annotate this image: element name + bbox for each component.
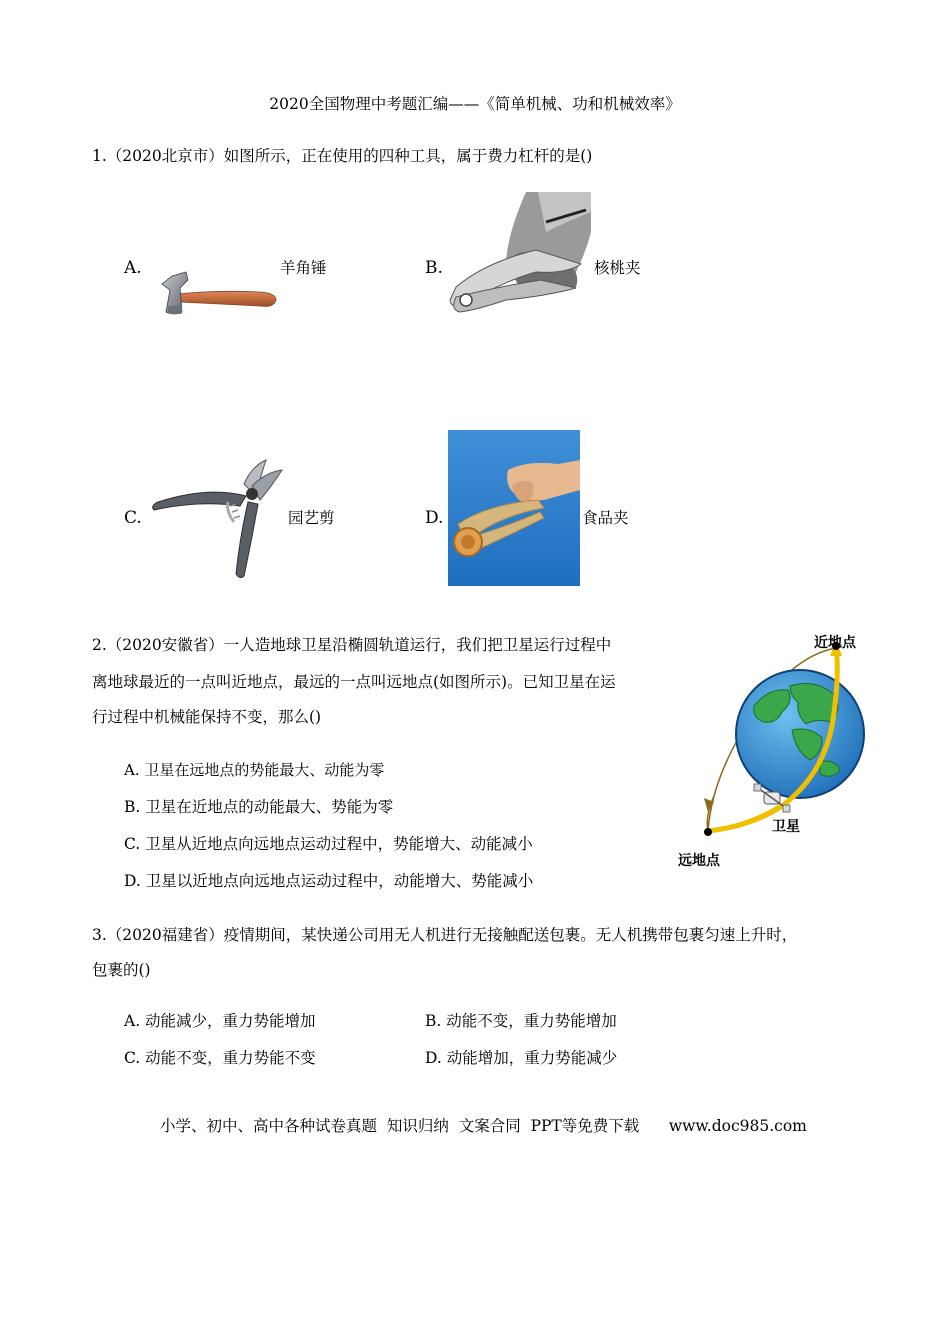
q1-option-a-letter: A. xyxy=(124,258,142,278)
q2-stem-line-1: 2.（2020安徽省）一人造地球卫星沿椭圆轨道运行，我们把卫星运行过程中 xyxy=(92,636,612,654)
q1-option-b-label: 核桃夹 xyxy=(594,259,641,277)
q2-option-b: B. 卫星在近地点的动能最大、势能为零 xyxy=(124,798,394,816)
q3-option-d: D. 动能增加，重力势能减少 xyxy=(425,1049,618,1067)
hammer-icon xyxy=(150,268,278,322)
q2-option-c: C. 卫星从近地点向远地点运动过程中，势能增大、动能减小 xyxy=(124,835,533,853)
q2-stem-line-2: 离地球最近的一点叫近地点，最远的一点叫远地点(如图所示)。已知卫星在运 xyxy=(92,673,616,691)
q1-option-c-letter: C. xyxy=(124,508,142,528)
pruning-shears-icon xyxy=(148,456,288,582)
q1-option-d-letter: D. xyxy=(425,508,444,528)
q2-stem-line-3: 行过程中机械能保持不变，那么() xyxy=(92,708,322,726)
q1-option-a-label: 羊角锤 xyxy=(280,259,327,277)
q3-option-a: A. 动能减少，重力势能增加 xyxy=(124,1012,316,1030)
page-footer: 小学、初中、高中各种试卷真题 知识归纳 文案合同 PPT等免费下载 www.doc985.com xyxy=(160,1117,807,1135)
far-point-label: 远地点 xyxy=(678,853,720,869)
nutcracker-icon xyxy=(446,192,591,322)
q1-stem: 1.（2020北京市）如图所示，正在使用的四种工具，属于费力杠杆的是() xyxy=(92,147,593,165)
q1-option-c-label: 园艺剪 xyxy=(288,509,335,527)
q2-option-d: D. 卫星以近地点向远地点运动过程中，动能增大、势能减小 xyxy=(124,872,534,890)
q2-option-a: A. 卫星在远地点的势能最大、动能为零 xyxy=(124,761,385,779)
q3-option-c: C. 动能不变，重力势能不变 xyxy=(124,1049,316,1067)
q1-option-d-label: 食品夹 xyxy=(582,509,629,527)
food-tongs-icon xyxy=(448,430,580,586)
q3-option-b: B. 动能不变，重力势能增加 xyxy=(425,1012,617,1030)
satellite-label: 卫星 xyxy=(772,819,800,835)
q1-option-b-letter: B. xyxy=(425,258,443,278)
page-title: 2020全国物理中考题汇编——《简单机械、功和机械效率》 xyxy=(269,95,681,113)
q3-stem-line-2: 包裹的() xyxy=(92,961,151,979)
orbit-figure xyxy=(672,626,872,876)
near-point-label: 近地点 xyxy=(814,635,856,651)
q3-stem-line-1: 3.（2020福建省）疫情期间，某快递公司用无人机进行无接触配送包裹。无人机携带包裹匀速上升时， xyxy=(92,926,798,944)
